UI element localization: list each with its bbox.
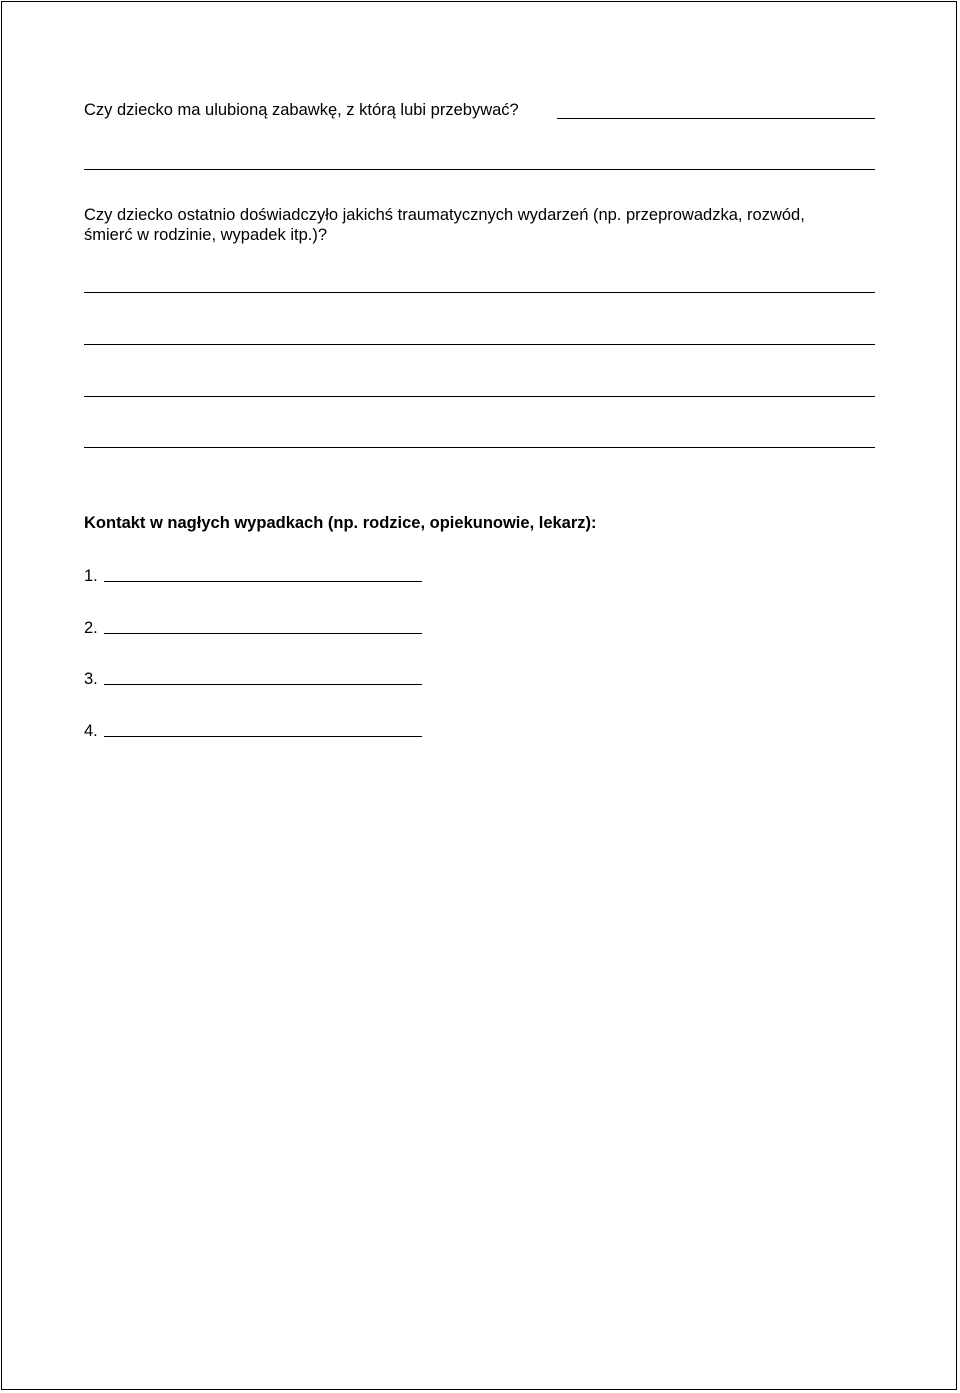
answer-line-favorite-toy-continued[interactable] [84,169,875,170]
contact-number-1: 1. [84,567,98,585]
answer-line-trauma-3[interactable] [84,396,875,397]
question-traumatic-events-line2: śmierć w rodzinie, wypadek itp.)? [84,226,328,244]
contact-line-4[interactable] [104,736,422,737]
answer-line-favorite-toy[interactable] [557,118,875,119]
contact-number-3: 3. [84,670,98,688]
answer-line-trauma-4[interactable] [84,447,875,448]
contact-line-2[interactable] [104,633,422,634]
contact-number-4: 4. [84,722,98,740]
answer-line-trauma-2[interactable] [84,344,875,345]
contact-line-1[interactable] [104,581,422,582]
question-traumatic-events-line1: Czy dziecko ostatnio doświadczyło jakichś traumatycznych wydarzeń (np. przeprowadzka, rozwód, [84,206,805,224]
answer-line-trauma-1[interactable] [84,292,875,293]
question-favorite-toy: Czy dziecko ma ulubioną zabawkę, z którą lubi przebywać? [84,101,519,119]
contact-line-3[interactable] [104,684,422,685]
contact-number-2: 2. [84,619,98,637]
emergency-contacts-heading: Kontakt w nagłych wypadkach (np. rodzice, opiekunowie, lekarz): [84,514,597,532]
